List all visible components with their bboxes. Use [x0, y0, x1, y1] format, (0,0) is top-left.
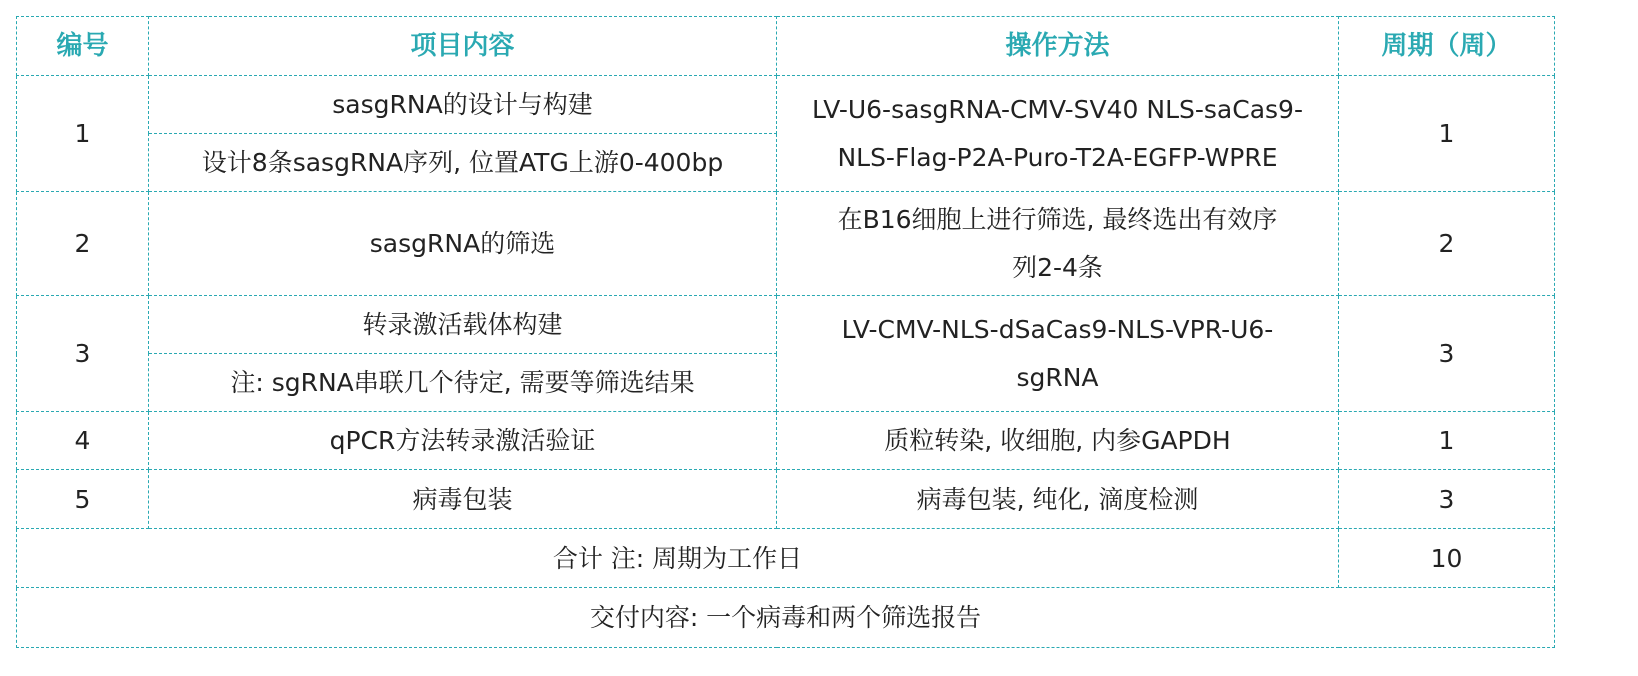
- table-row: [17, 76, 1555, 134]
- header-item: 项目内容: [149, 17, 777, 76]
- header-num: 编号: [17, 17, 149, 76]
- row-item: qPCR方法转录激活验证: [149, 412, 777, 470]
- table-row: [17, 412, 1555, 470]
- row-method: 质粒转染, 收细胞, 内参GAPDH: [777, 412, 1339, 470]
- row-item: 转录激活载体构建: [149, 296, 777, 354]
- row-item: sasgRNA的设计与构建: [149, 76, 777, 134]
- row-method: LV-CMV-NLS-dSaCas9-NLS-VPR-U6-sgRNA: [777, 296, 1339, 412]
- row-method: LV-U6-sasgRNA-CMV-SV40 NLS-saCas9-NLS-Flag-P2A-Puro-T2A-EGFP-WPRE: [777, 76, 1339, 192]
- row-number: 3: [17, 296, 149, 412]
- deliverable-row: [17, 588, 1555, 648]
- table-row: [17, 296, 1555, 354]
- total-value: 10: [1339, 529, 1555, 588]
- total-row: [17, 529, 1555, 588]
- row-item: sasgRNA的筛选: [149, 192, 777, 296]
- deliverable-text: 交付内容: 一个病毒和两个筛选报告: [17, 588, 1555, 648]
- table-row: [17, 470, 1555, 529]
- header-period: 周期（周）: [1339, 17, 1555, 76]
- header-method: 操作方法: [777, 17, 1339, 76]
- row-period: 3: [1339, 470, 1555, 529]
- row-number: 1: [17, 76, 149, 192]
- row-number: 5: [17, 470, 149, 529]
- row-item: 病毒包装: [149, 470, 777, 529]
- row-number: 4: [17, 412, 149, 470]
- row-method: 在B16细胞上进行筛选, 最终选出有效序列2-4条: [777, 192, 1339, 296]
- row-period: 3: [1339, 296, 1555, 412]
- row-number: 2: [17, 192, 149, 296]
- row-method: 病毒包装, 纯化, 滴度检测: [777, 470, 1339, 529]
- total-label: 合计 注: 周期为工作日: [17, 529, 1339, 588]
- project-table: [16, 16, 1555, 648]
- document-wrap: [16, 16, 1555, 648]
- row-period: 1: [1339, 412, 1555, 470]
- row-period: 2: [1339, 192, 1555, 296]
- row-item-note: 注: sgRNA串联几个待定, 需要等筛选结果: [149, 354, 777, 412]
- header-row: [17, 17, 1555, 76]
- table-row: [17, 192, 1555, 296]
- row-item-note: 设计8条sasgRNA序列, 位置ATG上游0-400bp: [149, 134, 777, 192]
- row-period: 1: [1339, 76, 1555, 192]
